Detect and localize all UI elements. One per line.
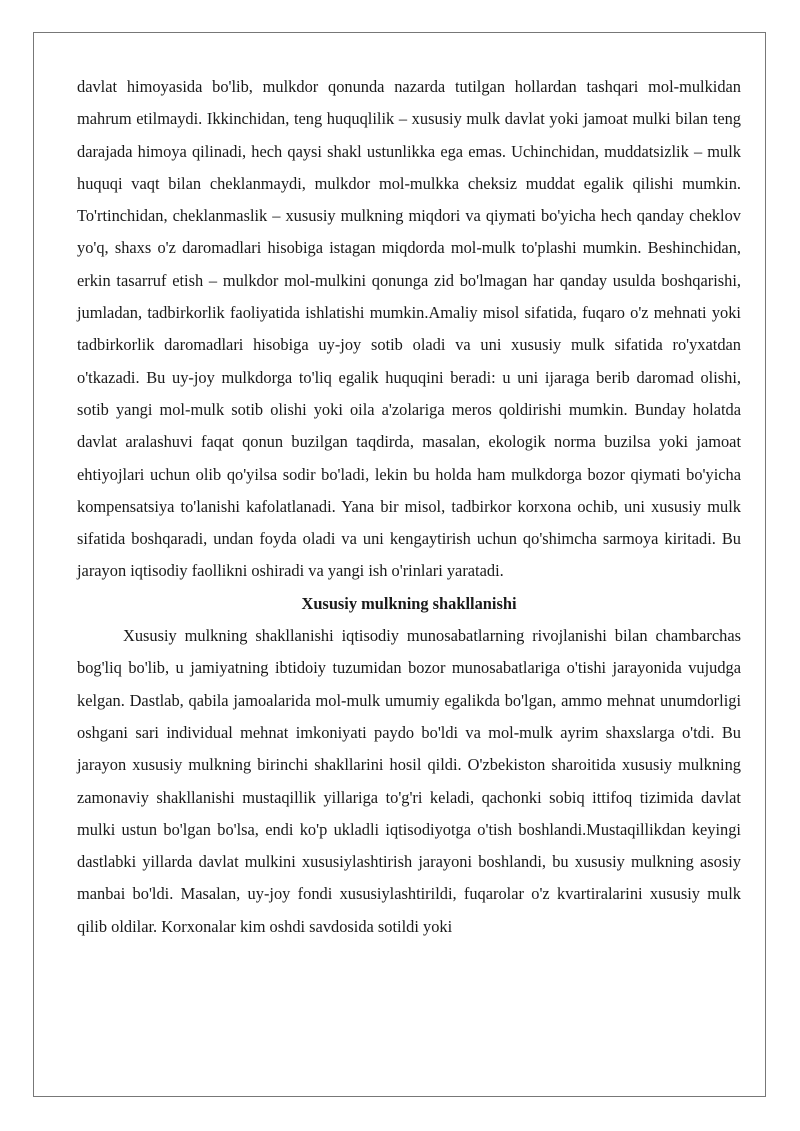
section-heading: Xususiy mulkning shakllanishi [301,593,517,613]
body-paragraph: Xususiy mulkning shakllanishi iqtisodiy munosabatlarning rivojlanishi bilan chambarchas bog'liq bo'lib, u jamiyatning ibtidoiy tuzumidan bozor munosabatlariga o'tishi jarayonida vujudga kelgan. Dastlab, qabila jamoalarida mol-mulk umumiy egalikda bo'lgan, ammo mehnat unumdorligi oshgani sari individual mehnat imkoniyati paydo bo'ldi va mol-mulk ayrim shaxslarga o'tdi. Bu jarayon xususiy mulkning birinchi shakllarini hosil qildi. O'zbekiston sharoitida xususiy mulkning zamonaviy shakllanishi mustaqillik yillariga to'g'ri keladi, qachonki sobiq ittifoq tizimida davlat mulki ustun bo'lgan bo'lsa, endi ko'p ukladli iqtisodiyotga o'tish boshlandi.Mustaqillikdan keyingi dastlabki yillarda davlat mulkini xususiylashtirish jarayoni boshlandi, bu xususiy mulkning asosiy manbai bo'ldi. Masalan, uy-joy fondi xususiylashtirildi, fuqarolar o'z kvartiralarini xususiy mulk qilib oldilar. Korxonalar kim oshdi savdosida sotildi yoki [77,626,741,936]
body-paragraph: davlat himoyasida bo'lib, mulkdor qonunda nazarda tutilgan hollardan tashqari mol-mulkidan mahrum etilmaydi. Ikkinchidan, teng huquqlilik – xususiy mulk davlat yoki jamoat mulki bilan teng darajada himoya qilinadi, hech qaysi shakl ustunlikka ega emas. Uchinchidan, muddatsizlik – mulk huquqi vaqt bilan cheklanmaydi, mulkdor mol-mulkka cheksiz muddat egalik qilishi mumkin. To'rtinchidan, cheklanmaslik – xususiy mulkning miqdori va qiymati bo'yicha hech qanday cheklov yo'q, shaxs o'z daromadlari hisobiga istagan miqdorda mol-mulk to'plashi mumkin. Beshinchidan, erkin tasarruf etish – mulkdor mol-mulkini qonunga zid bo'lmagan har qanday usulda boshqarishi, jumladan, tadbirkorlik faoliyatida ishlatishi mumkin.Amaliy misol sifatida, fuqaro o'z mehnati yoki tadbirkorlik daromadlari hisobiga uy-joy sotib oladi va uni xususiy mulk sifatida ro'yxatdan o'tkazadi. Bu uy-joy mulkdorga to'liq egalik huquqini beradi: u uni ijaraga berib daromad olishi, sotib yangi mol-mulk sotib olishi yoki oila a'zolariga meros qoldirishi mumkin. Bunday holatda davlat aralashuvi faqat qonun buzilgan taqdirda, masalan, ekologik norma buzilsa yoki jamoat ehtiyojlari uchun olib qo'yilsa sodir bo'ladi, lekin bu holda ham mulkdorga bozor qiymati bo'yicha kompensatsiya to'lanishi kafolatlanadi. Yana bir misol, tadbirkor korxona ochib, uni xususiy mulk sifatida boshqaradi, undan foyda oladi va uni kengaytirish uchun qo'shimcha sarmoya kiritadi. Bu jarayon iqtisodiy faollikni oshiradi va yangi ish o'rinlari yaratadi. [77,77,741,581]
document-body [77,71,741,943]
